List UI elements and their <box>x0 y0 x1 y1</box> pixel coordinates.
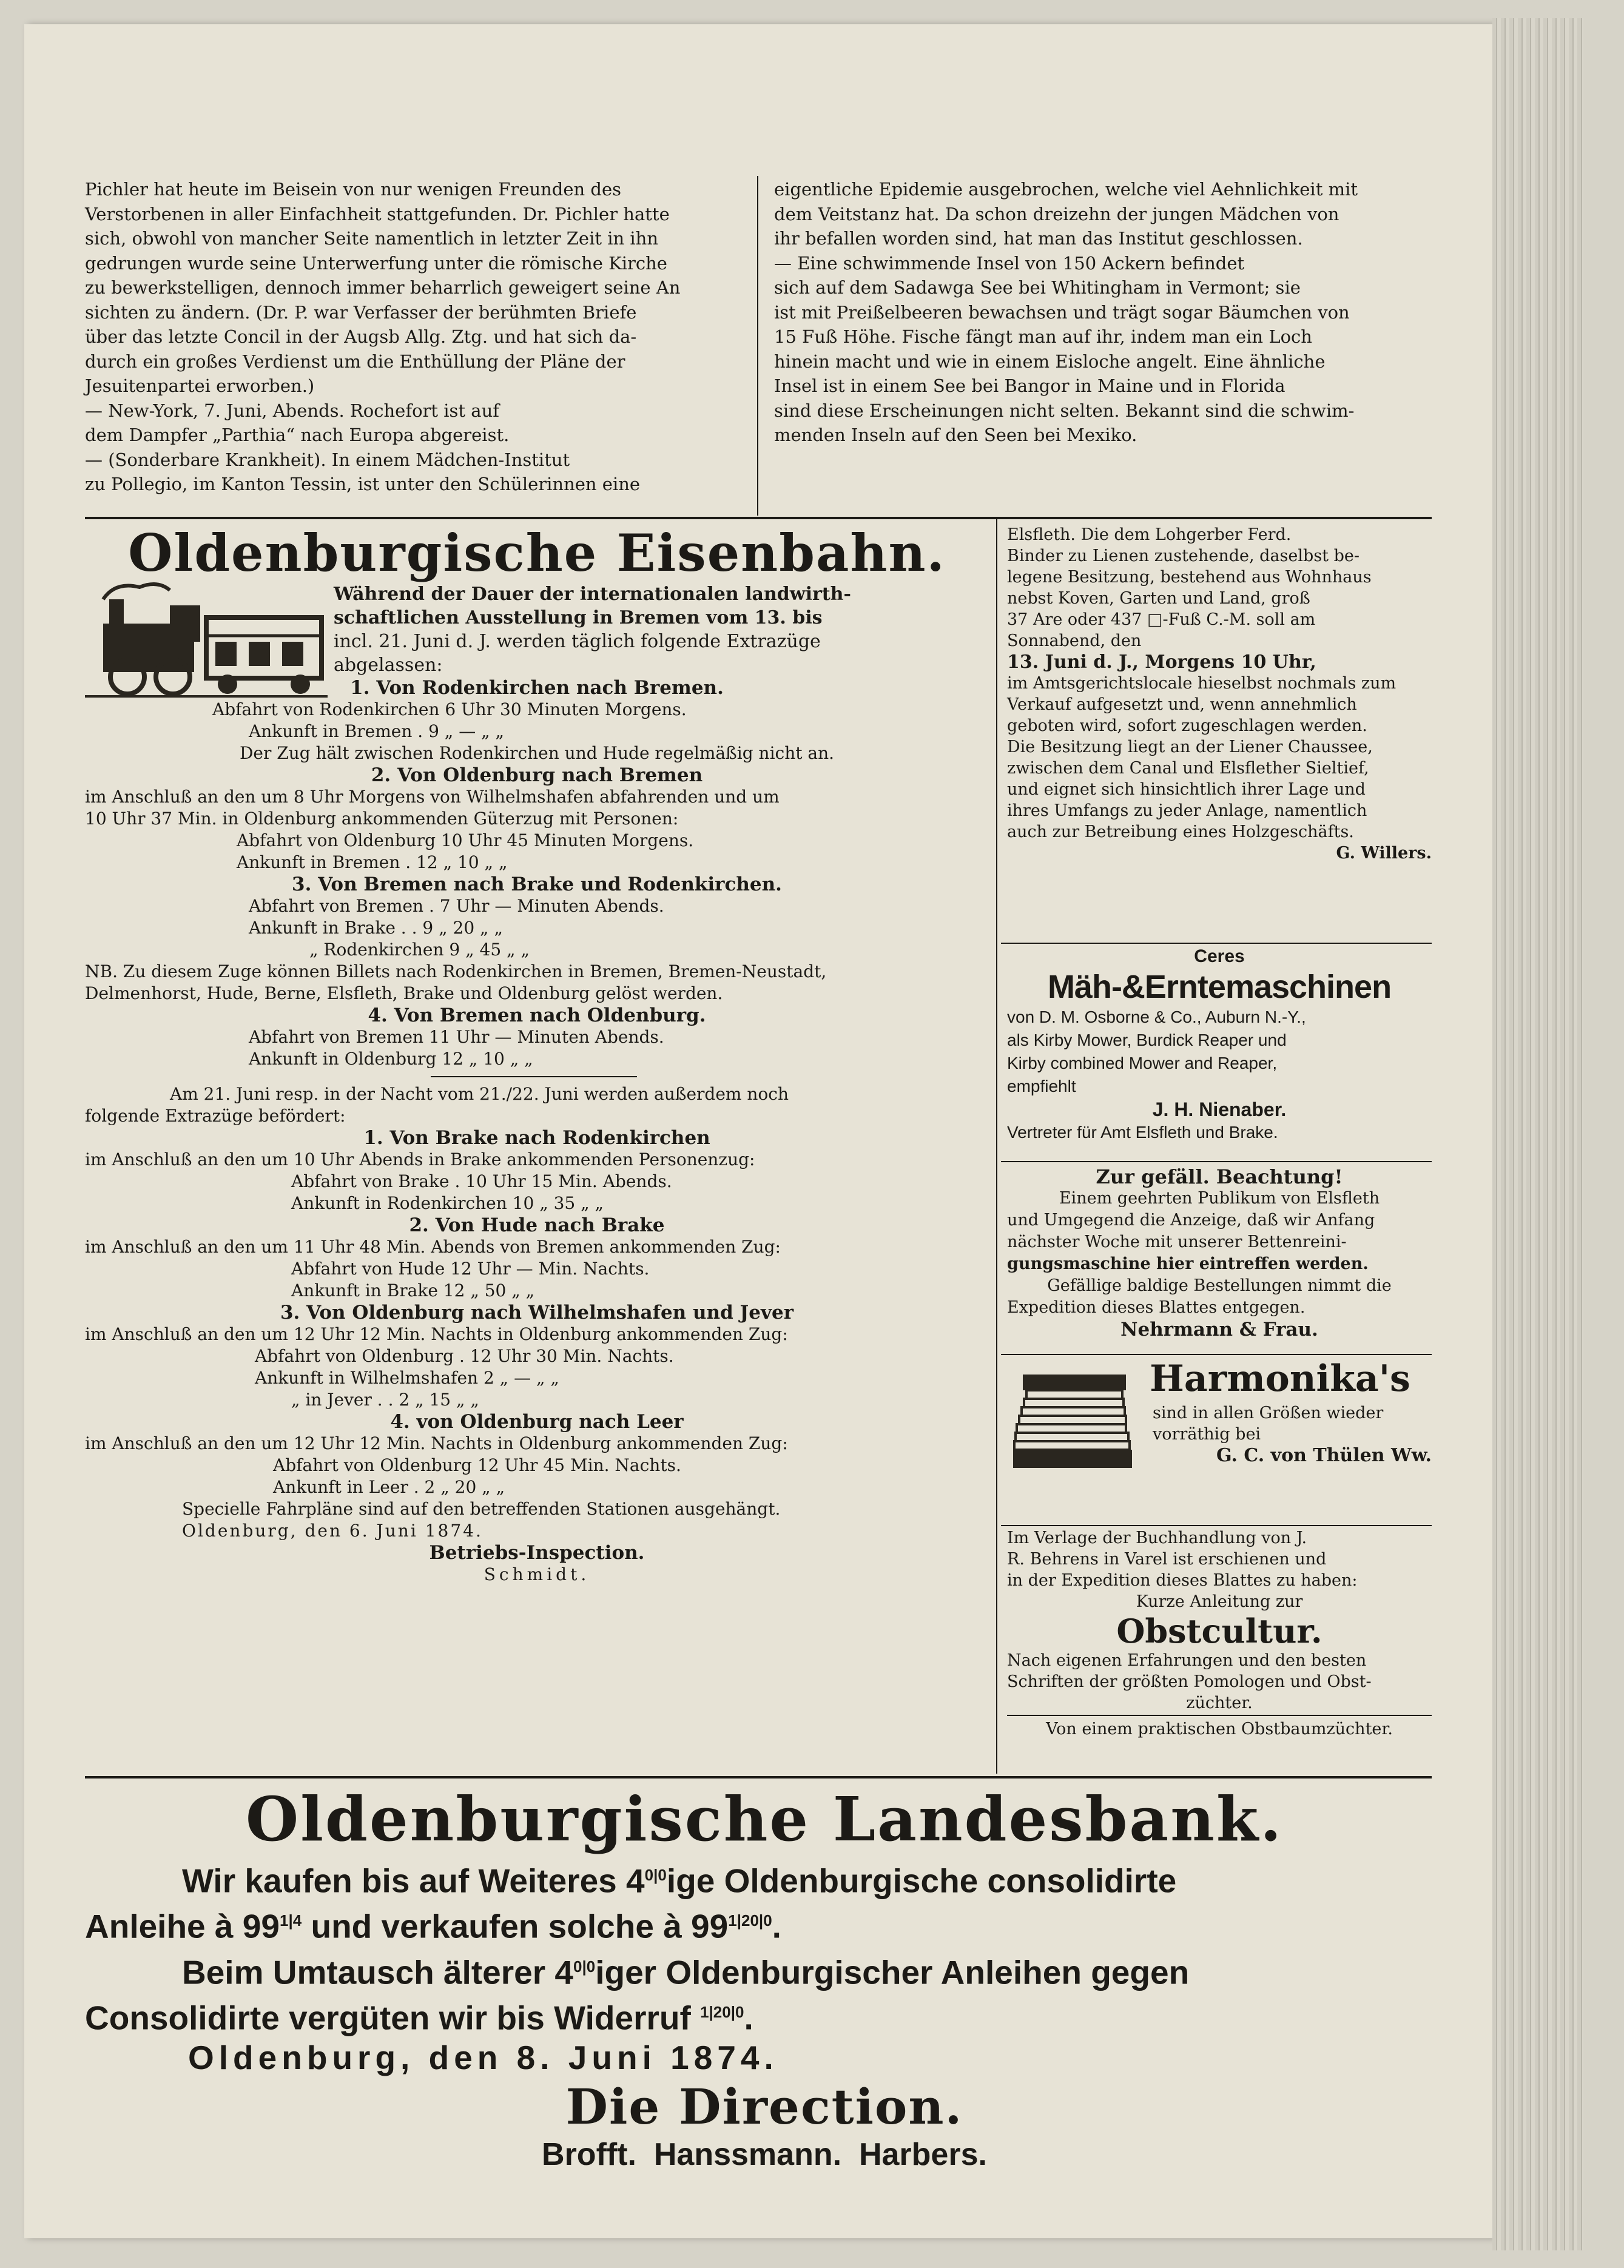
harmonika-line: sind in allen Größen wieder <box>1153 1404 1384 1422</box>
bank-date: Oldenburg, den 8. Juni 1874. <box>188 2039 778 2077</box>
ad-behrens <box>1007 1527 1432 1740</box>
railway-title: Oldenburgische Eisenbahn. <box>128 523 946 583</box>
t1-line: im Anschluß an den um 10 Uhr Abends in Brake ankommenden Personenzug: <box>85 1149 755 1169</box>
bank-text: und verkaufen solche à 99 <box>302 1907 729 1945</box>
section-rule-top <box>85 517 1432 519</box>
short-divider <box>431 1076 637 1077</box>
ad-line: auch zur Betreibung eines Holzgeschäfts. <box>1007 823 1354 841</box>
t1-line: Abfahrt von Brake . 10 Uhr 15 Min. Abends. <box>291 1171 672 1191</box>
behrens-headline: Obstcultur. <box>1116 1612 1322 1651</box>
landesbank-notice <box>85 1783 1444 2173</box>
s2-line: 10 Uhr 37 Min. in Oldenburg ankommenden Güterzug mit Personen: <box>85 809 679 829</box>
s1-heading: 1. Von Rodenkirchen nach Bremen. <box>350 677 724 699</box>
footer-line: Oldenburg, den 6. Juni 1874. <box>182 1521 483 1541</box>
right-column-line: — Eine schwimmende Insel von 150 Ackern befindet <box>774 252 1245 274</box>
left-column-article <box>85 177 739 497</box>
left-column-line: sich, obwohl von mancher Seite namentlich in letzter Zeit in ihn <box>85 228 659 249</box>
t3-line: im Anschluß an den um 12 Uhr 12 Min. Nachts in Oldenburg ankommenden Zug: <box>85 1324 788 1344</box>
intro-line: Während der Dauer der internationalen landwirth- <box>334 584 851 605</box>
s3-line: „ Rodenkirchen 9 „ 45 „ „ <box>309 940 530 960</box>
ceres-brand: Ceres <box>1194 946 1245 966</box>
harmonika-signature: G. C. von Thülen Ww. <box>1216 1445 1432 1466</box>
ad-line: geboten wird, sofort zugeschlagen werden. <box>1007 716 1367 735</box>
harmonika-headline: Harmonika's <box>1150 1358 1410 1400</box>
ad-divider <box>1001 1354 1432 1355</box>
right-column-article <box>774 177 1434 448</box>
t3-line: Ankunft in Wilhelmshafen 2 „ — „ „ <box>255 1368 559 1388</box>
bank-fraction: 0|0 <box>573 1957 596 1976</box>
bank-signature-title: Die Direction. <box>565 2078 963 2136</box>
s3-line: Ankunft in Brake . . 9 „ 20 „ „ <box>249 918 503 938</box>
s1-note: Der Zug hält zwischen Rodenkirchen und Hude regelmäßig nicht an. <box>239 743 835 763</box>
behrens-line: in der Expedition dieses Blattes zu haben: <box>1007 1571 1358 1590</box>
bank-text: Wir kaufen bis auf Weiteres 4 <box>182 1862 645 1900</box>
s1-line: Ankunft in Bremen . 9 „ — „ „ <box>249 721 505 741</box>
right-column-line: ihr befallen worden sind, hat man das Institut geschlossen. <box>774 228 1303 249</box>
nehrmann-line: und Umgegend die Anzeige, daß wir Anfang <box>1007 1211 1375 1230</box>
ad-column-divider <box>996 519 997 1774</box>
ad-divider <box>1001 943 1432 944</box>
s2-line: Ankunft in Bremen . 12 „ 10 „ „ <box>237 852 508 872</box>
intro-line: incl. 21. Juni d. J. werden täglich folgende Extrazüge <box>334 631 821 652</box>
t2-line: Abfahrt von Hude 12 Uhr — Min. Nachts. <box>291 1259 650 1279</box>
bank-text: Beim Umtausch älterer 4 <box>182 1953 573 1991</box>
bank-line-3 <box>85 1947 1444 1992</box>
ad-line: Die Besitzung liegt an der Liener Chaussee, <box>1007 738 1373 756</box>
ceres-line: von D. M. Osborne & Co., Auburn N.-Y., <box>1007 1008 1306 1026</box>
left-column-line: Jesuitenpartei erworben.) <box>85 375 315 396</box>
nb-line: NB. Zu diesem Zuge können Billets nach Rodenkirchen in Bremen, Bremen-Neustadt, <box>85 961 827 981</box>
s2-line: im Anschluß an den um 8 Uhr Morgens von Wilhelmshafen abfahrenden und um <box>85 787 780 807</box>
p2-intro-line: folgende Extrazüge befördert: <box>85 1106 346 1126</box>
section-rule-bottom <box>85 1776 1432 1778</box>
bank-line-2 <box>85 1900 1444 1946</box>
left-column-line: Verstorbenen in aller Einfachheit stattgefunden. Dr. Pichler hatte <box>85 203 670 224</box>
ad-line: Elsfleth. Die dem Lohgerber Ferd. <box>1007 525 1292 544</box>
left-column-line: dem Dampfer „Parthia“ nach Europa abgereist. <box>85 425 510 445</box>
behrens-line: Im Verlage der Buchhandlung von J. <box>1007 1529 1307 1547</box>
left-column-line: — New-York, 7. Juni, Abends. Rochefort ist auf <box>85 400 499 421</box>
behrens-line: R. Behrens in Varel ist erschienen und <box>1007 1550 1327 1569</box>
bank-title: Oldenburgische Landesbank. <box>245 1783 1284 1855</box>
accordion-icon <box>1011 1366 1138 1475</box>
harmonika-text <box>1153 1402 1432 1466</box>
s2-heading: 2. Von Oldenburg nach Bremen <box>371 764 703 786</box>
s1-line: Abfahrt von Rodenkirchen 6 Uhr 30 Minuten Morgens. <box>212 699 687 719</box>
right-column-line: hinein macht und wie in einem Eisloche angelt. Eine ähnliche <box>774 351 1326 372</box>
right-column-line: Insel ist in einem See bei Bangor in Maine und in Florida <box>774 375 1285 396</box>
bank-fraction: 1|2 <box>728 1911 750 1930</box>
left-column-line: — (Sonderbare Krankheit). In einem Mädchen-Institut <box>85 449 570 470</box>
right-column-line: 15 Fuß Höhe. Fische fängt man auf ihr, indem man ein Loch <box>774 326 1312 347</box>
t1-line: Ankunft in Rodenkirchen 10 „ 35 „ „ <box>291 1193 604 1213</box>
t4-line: Ankunft in Leer . 2 „ 20 „ „ <box>273 1477 505 1497</box>
ad-nehrmann <box>1007 1166 1432 1341</box>
s3-line: Abfahrt von Bremen . 7 Uhr — Minuten Abends. <box>249 896 664 916</box>
bank-text: ige Oldenburgische consolidirte <box>666 1862 1177 1900</box>
s3-heading: 3. Von Bremen nach Brake und Rodenkirchen. <box>292 873 782 895</box>
ceres-headline: Mäh-&Erntemaschinen <box>1047 969 1392 1005</box>
auction-date: 13. Juni d. J., Morgens 10 Uhr, <box>1007 651 1316 673</box>
left-column-line: über das letzte Concil in der Augsb Allg. Ztg. und hat sich da- <box>85 326 637 347</box>
right-column-line: dem Veitstanz hat. Da schon dreizehn der jungen Mädchen von <box>774 203 1339 224</box>
t4-line: im Anschluß an den um 12 Uhr 12 Min. Nachts in Oldenburg ankommenden Zug: <box>85 1433 788 1453</box>
ceres-line: empfiehlt <box>1007 1077 1076 1095</box>
nehrmann-headline: Zur gefäll. Beachtung! <box>1096 1165 1343 1188</box>
railway-intro <box>334 582 989 677</box>
t4-heading: 4. von Oldenburg nach Leer <box>390 1411 684 1433</box>
left-column-line: zu bewerkstelligen, dennoch immer beharrlich geweigert seine An <box>85 277 681 298</box>
intro-line: abgelassen: <box>334 654 443 676</box>
ad-line: nebst Koven, Garten und Land, groß <box>1007 589 1310 608</box>
ad-line: Binder zu Lienen zustehende, daselbst be- <box>1007 547 1360 565</box>
footer-line: Specielle Fahrpläne sind auf den betreffenden Stationen ausgehängt. <box>182 1499 781 1519</box>
ad-line: 37 Are oder 437 □-Fuß C.-M. soll am <box>1007 610 1316 629</box>
behrens-line: Kurze Anleitung zur <box>1136 1592 1303 1611</box>
nehrmann-line: Gefällige baldige Bestellungen nimmt die <box>1047 1276 1392 1295</box>
right-column-line: ist mit Preißelbeeren bewachsen und trägt sogar Bäumchen von <box>774 301 1350 323</box>
ceres-line: Kirby combined Mower and Reaper, <box>1007 1054 1278 1072</box>
ad-line: zwischen dem Canal und Elsflether Sieltief, <box>1007 759 1369 778</box>
t4-line: Abfahrt von Oldenburg 12 Uhr 45 Min. Nachts. <box>273 1455 681 1475</box>
nehrmann-signature: Nehrmann & Frau. <box>1120 1319 1318 1341</box>
ad-elsfleth <box>1007 524 1432 864</box>
bank-fraction: 1|2 <box>700 2002 723 2021</box>
s4-heading: 4. Von Bremen nach Oldenburg. <box>368 1004 706 1026</box>
bank-fraction: 1|4 <box>279 1911 302 1930</box>
intro-line: schaftlichen Ausstellung in Bremen vom 13. bis <box>334 607 823 628</box>
s4-line: Abfahrt von Bremen 11 Uhr — Minuten Abends. <box>249 1027 664 1047</box>
ad-signature: G. Willers. <box>1336 844 1432 863</box>
nehrmann-line: Einem geehrten Publikum von Elsfleth <box>1059 1189 1380 1208</box>
ceres-name: J. H. Nienaber. <box>1152 1099 1287 1120</box>
right-column-line: sich auf dem Sadawga See bei Whitingham in Vermont; sie <box>774 277 1301 298</box>
bank-text: . <box>744 1999 753 2037</box>
ad-divider <box>1007 1715 1432 1716</box>
nehrmann-line: Expedition dieses Blattes entgegen. <box>1007 1298 1306 1317</box>
ad-line: Verkauf aufgesetzt und, wenn annehmlich <box>1007 695 1357 714</box>
bank-text: Consolidirte vergüten wir bis Widerruf <box>85 1999 701 2037</box>
railway-notice <box>85 523 989 1584</box>
p2-intro-line: Am 21. Juni resp. in der Nacht vom 21./22. Juni werden außerdem noch <box>170 1084 789 1104</box>
ad-ceres <box>1007 945 1432 1144</box>
ad-line: legene Besitzung, bestehend aus Wohnhaus <box>1007 568 1372 587</box>
bank-text: Anleihe à 99 <box>85 1907 280 1945</box>
s2-line: Abfahrt von Oldenburg 10 Uhr 45 Minuten Morgens. <box>237 830 694 850</box>
t2-line: Ankunft in Brake 12 „ 50 „ „ <box>291 1280 535 1301</box>
behrens-signature: Von einem praktischen Obstbaumzüchter. <box>1046 1720 1393 1738</box>
t2-line: im Anschluß an den um 11 Uhr 48 Min. Abends von Bremen ankommenden Zug: <box>85 1237 781 1257</box>
ad-line: und eignet sich hinsichtlich ihrer Lage und <box>1007 780 1366 799</box>
bank-fraction: 0|0 <box>750 1911 772 1930</box>
ad-line: im Amtsgerichtslocale hieselbst nochmals zum <box>1007 674 1397 693</box>
railway-schedule <box>85 677 989 1586</box>
t2-heading: 2. Von Hude nach Brake <box>409 1214 665 1236</box>
t3-line: Abfahrt von Oldenburg . 12 Uhr 30 Min. Nachts. <box>255 1346 674 1366</box>
bank-names: Brofft. Hanssmann. Harbers. <box>542 2137 987 2173</box>
ceres-role: Vertreter für Amt Elsfleth und Brake. <box>1007 1123 1278 1142</box>
left-column-line: sichten zu ändern. (Dr. P. war Verfasser der berühmten Briefe <box>85 301 637 323</box>
ad-line: Sonnabend, den <box>1007 631 1142 650</box>
nehrmann-line: gungsmaschine hier eintreffen werden. <box>1007 1254 1369 1273</box>
harmonika-line: vorräthig bei <box>1153 1425 1261 1444</box>
right-column-line: eigentliche Epidemie ausgebrochen, welche viel Aehnlichkeit mit <box>774 179 1358 200</box>
signature-name: Schmidt. <box>483 1564 590 1584</box>
left-column-line: Pichler hat heute im Beisein von nur wenigen Freunden des <box>85 179 622 200</box>
nb-line: Delmenhorst, Hude, Berne, Elsfleth, Brake und Oldenburg gelöst werden. <box>85 983 723 1003</box>
column-divider <box>757 176 758 516</box>
t1-heading: 1. Von Brake nach Rodenkirchen <box>363 1127 710 1149</box>
bank-fraction: 0|0 <box>644 1866 667 1884</box>
bank-line-1 <box>85 1855 1444 1900</box>
t3-heading: 3. Von Oldenburg nach Wilhelmshafen und Jever <box>280 1302 794 1324</box>
signature-title: Betriebs-Inspection. <box>429 1542 645 1564</box>
book-page-edges <box>1492 18 1583 2250</box>
nehrmann-line: nächster Woche mit unserer Bettenreini- <box>1007 1233 1347 1251</box>
left-column-line: zu Pollegio, im Kanton Tessin, ist unter den Schülerinnen eine <box>85 474 641 494</box>
left-column-line: durch ein großes Verdienst um die Enthüllung der Pläne der <box>85 351 625 372</box>
right-column-line: menden Inseln auf den Seen bei Mexiko. <box>774 425 1137 445</box>
bank-fraction: 0|0 <box>722 2002 744 2021</box>
bank-line-4 <box>85 1992 1444 2037</box>
behrens-line: züchter. <box>1186 1694 1253 1712</box>
behrens-line: Nach eigenen Erfahrungen und den besten <box>1007 1651 1367 1670</box>
s4-line: Ankunft in Oldenburg 12 „ 10 „ „ <box>249 1049 533 1069</box>
ad-divider <box>1001 1525 1432 1526</box>
bank-text: iger Oldenburgischer Anleihen gegen <box>595 1953 1190 1991</box>
right-column-line: sind diese Erscheinungen nicht selten. Bekannt sind die schwim- <box>774 400 1355 421</box>
ceres-line: als Kirby Mower, Burdick Reaper und <box>1007 1031 1287 1049</box>
ad-line: ihres Umfangs zu jeder Anlage, namentlich <box>1007 801 1367 820</box>
ad-divider <box>1001 1161 1432 1162</box>
ad-harmonika <box>1007 1356 1432 1532</box>
t3-line: „ in Jever . . 2 „ 15 „ „ <box>291 1390 479 1410</box>
left-column-line: gedrungen wurde seine Unterwerfung unter die römische Kirche <box>85 252 667 274</box>
bank-text: . <box>772 1907 781 1945</box>
behrens-line: Schriften der größten Pomologen und Obst- <box>1007 1672 1372 1691</box>
